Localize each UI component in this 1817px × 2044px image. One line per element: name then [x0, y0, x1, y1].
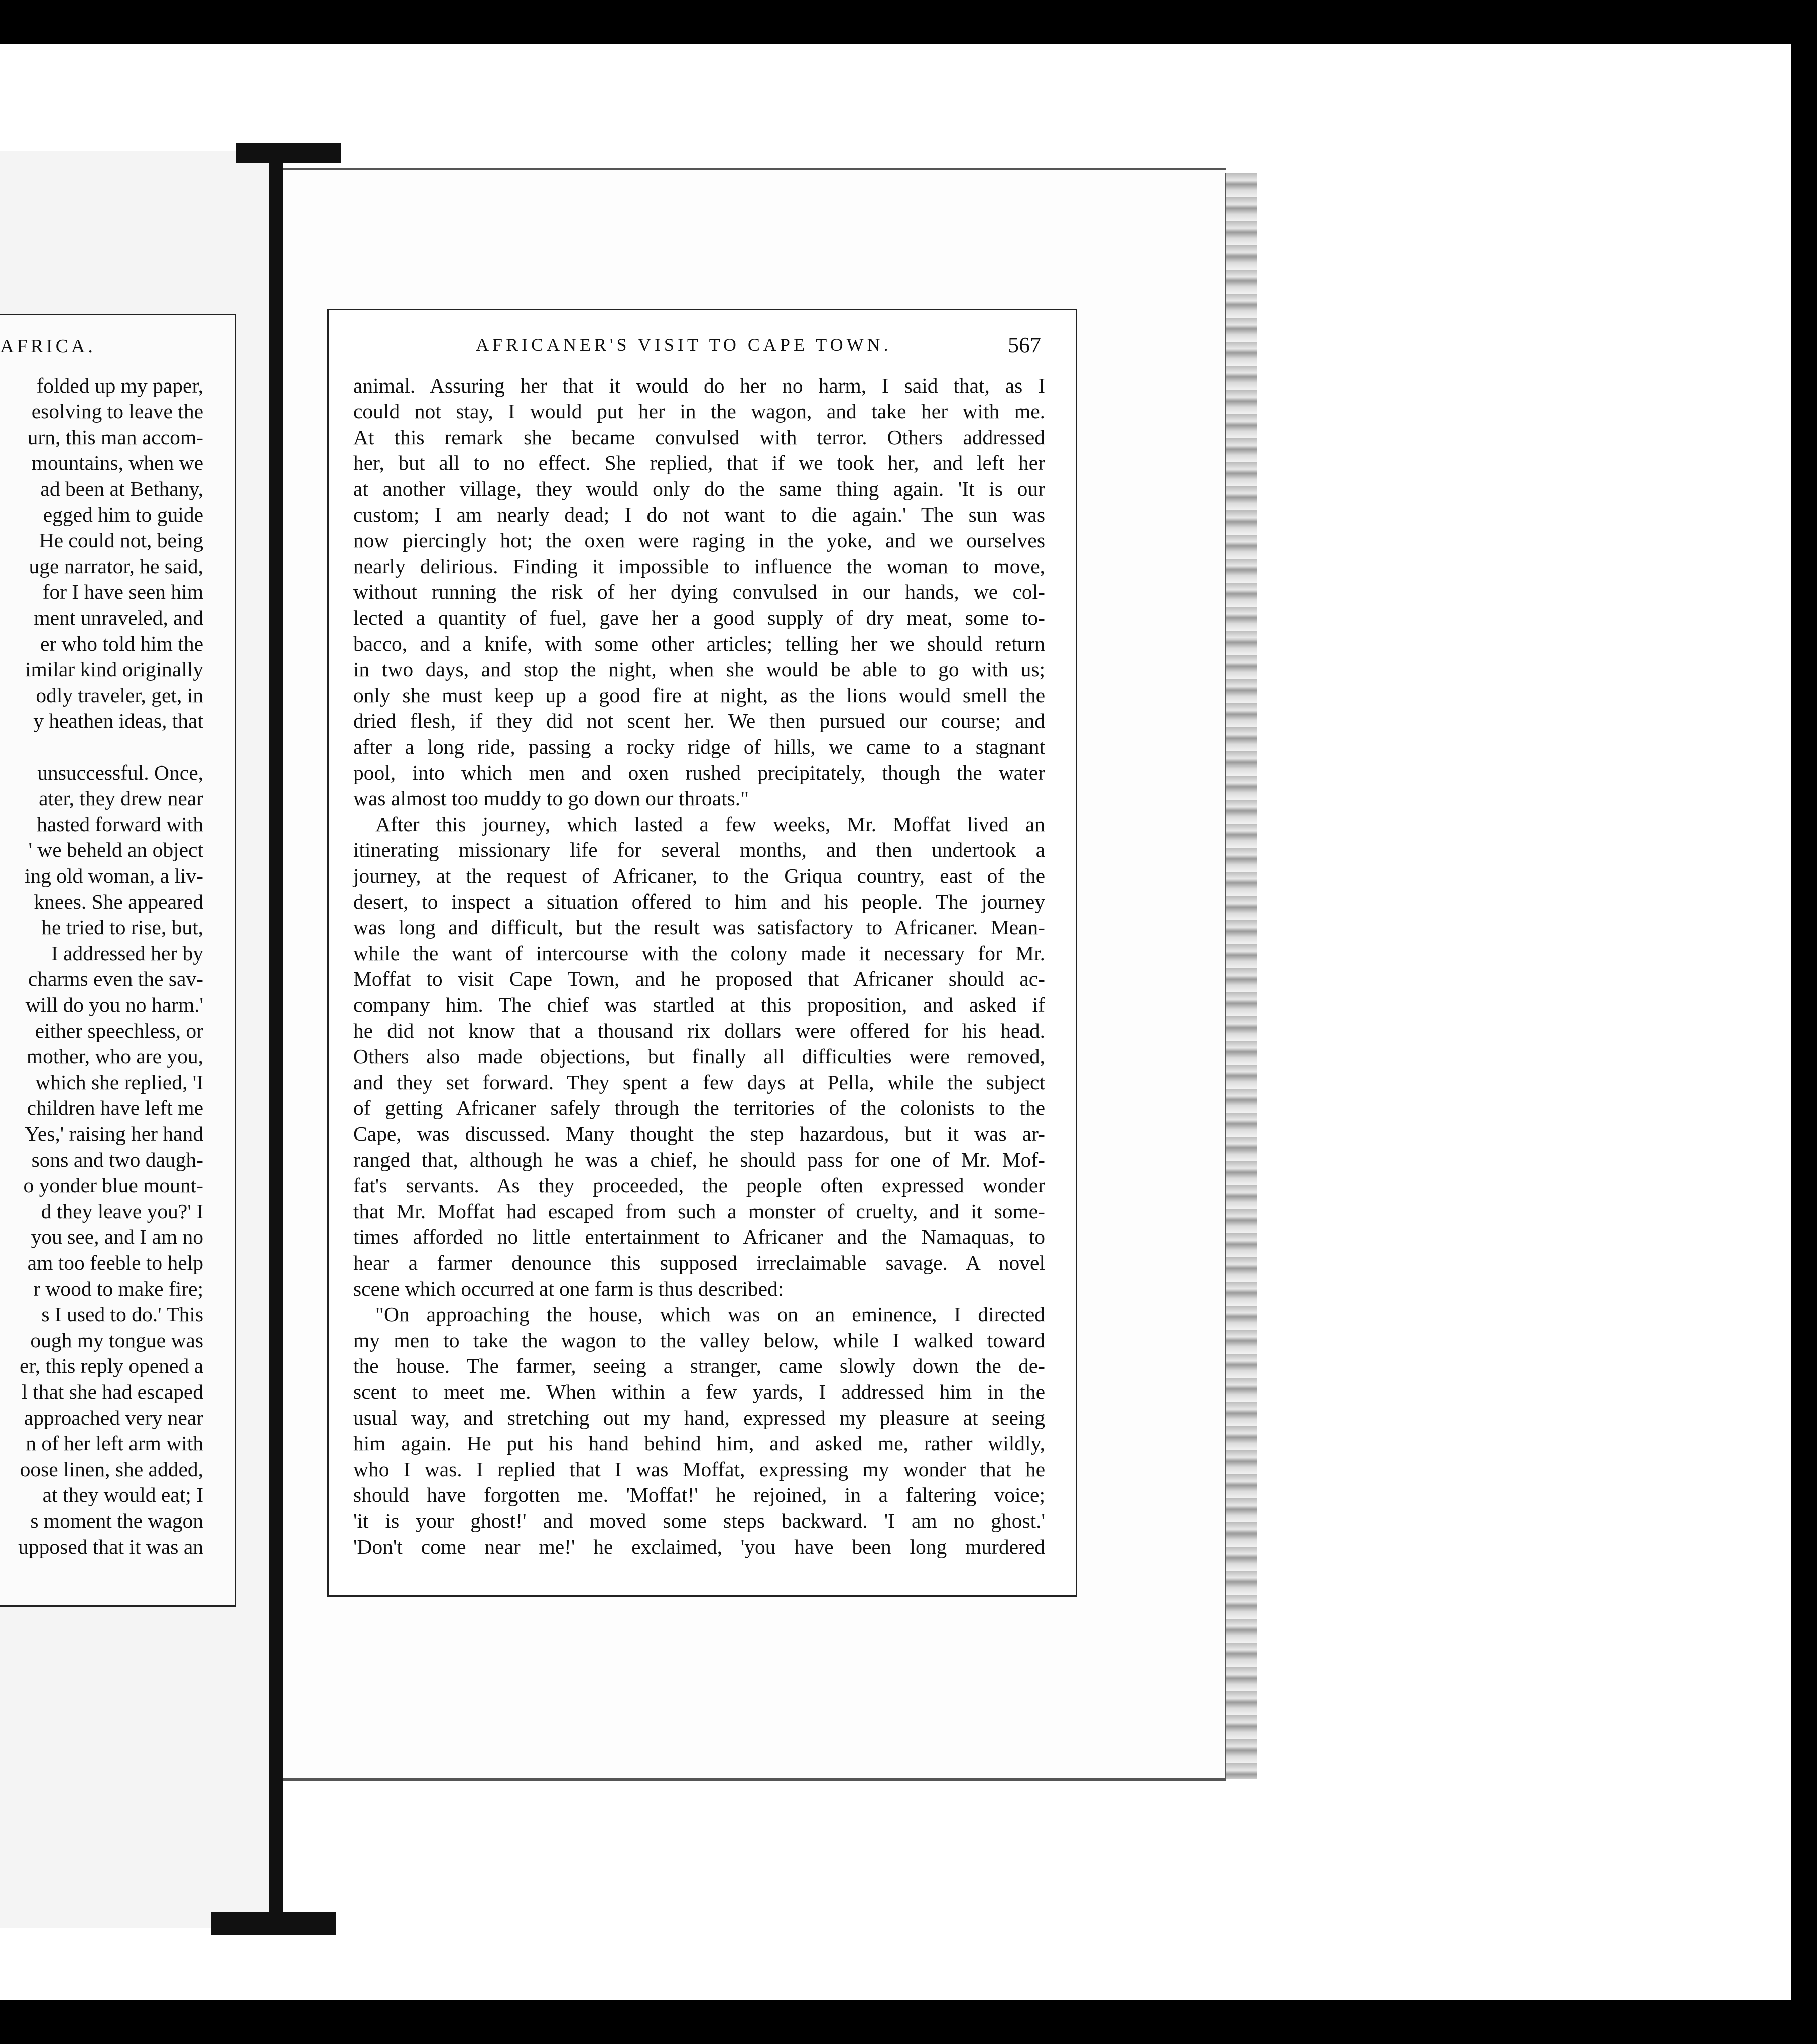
text-line: fat's servants. As they proceeded, the people often expressed wonder [353, 1174, 1045, 1197]
gutter-top-clip [236, 143, 341, 163]
scan-background [1749, 55, 1789, 1993]
running-head: AFRICANER'S VISIT TO CAPE TOWN. [476, 335, 892, 355]
text-line: itinerating missionary life for several months, and then undertook a [353, 838, 1045, 862]
text-line: bacco, and a knife, with some other articles; telling her we should return [353, 632, 1045, 655]
page-edges [1225, 173, 1257, 1779]
text-line: mountains, when we [31, 451, 203, 475]
text-line: for I have seen him [42, 580, 203, 604]
left-running-head: AFRICA. [0, 336, 96, 357]
text-line: "On approaching the house, which was on an eminence, I directed [375, 1303, 1045, 1326]
text-line: l that she had escaped [22, 1380, 203, 1403]
scan-border-bottom [0, 2000, 1817, 2044]
text-line: At this remark she became convulsed with terror. Others addressed [353, 425, 1045, 449]
scan-border-top [0, 0, 1817, 44]
text-line: lected a quantity of fuel, gave her a good supply of dry meat, some to- [353, 606, 1045, 629]
text-line: you see, and I am no [31, 1225, 203, 1249]
text-line: upposed that it was an [18, 1535, 203, 1558]
text-line: was almost too muddy to go down our throats." [353, 787, 749, 810]
text-line: journey, at the request of Africaner, to the Griqua country, east of the [353, 864, 1045, 887]
text-line: ' we beheld an object [28, 838, 203, 862]
text-line: usual way, and stretching out my hand, expressed my pleasure at seeing [353, 1406, 1045, 1429]
text-line: sons and two daugh- [31, 1148, 203, 1171]
text-line: ad been at Bethany, [40, 477, 203, 500]
text-line: ater, they drew near [39, 787, 203, 810]
text-line: pool, into which men and oxen rushed precipitately, though the water [353, 761, 1045, 784]
text-line: only she must keep up a good fire at night, as the lions would smell the [353, 683, 1045, 707]
text-line: ranged that, although he was a chief, he should pass for one of Mr. Mof- [353, 1148, 1045, 1171]
text-line: ing old woman, a liv- [24, 864, 203, 887]
text-line: egged him to guide [43, 503, 203, 526]
text-line: the house. The farmer, seeing a stranger, came slowly down the de- [353, 1354, 1045, 1378]
text-line: hear a farmer denounce this supposed irreclaimable savage. A novel [353, 1251, 1045, 1274]
text-line: him again. He put his hand behind him, and asked me, rather wildly, [353, 1432, 1045, 1455]
text-line: dried flesh, if they did not scent her. We then pursued our course; and [353, 709, 1045, 733]
text-line: at another village, they would only do the same thing again. 'It is our [353, 477, 1045, 500]
scan-border-right [1791, 44, 1817, 2000]
text-line: could not stay, I would put her in the wagon, and take her with me. [353, 400, 1045, 423]
text-line: mother, who are you, [26, 1045, 203, 1068]
text-line: of getting Africaner safely through the territories of the colonists to the [353, 1096, 1045, 1120]
text-line: times afforded no little entertainment to Africaner and the Namaquas, to [353, 1225, 1045, 1249]
text-line: er who told him the [40, 632, 203, 655]
text-line: he tried to rise, but, [41, 916, 203, 939]
page-number: 567 [1008, 333, 1041, 357]
book-gutter [269, 143, 283, 1935]
gutter-bottom-clip [211, 1912, 336, 1935]
text-line: now piercingly hot; the oxen were raging in the yoke, and we ourselves [353, 529, 1045, 552]
text-line: am too feeble to help [27, 1251, 203, 1274]
text-line: s I used to do.' This [41, 1303, 203, 1326]
text-line: in two days, and stop the night, when she would be able to go with us; [353, 658, 1045, 681]
text-line: desert, to inspect a situation offered to him and his people. The journey [353, 890, 1045, 913]
text-line: animal. Assuring her that it would do her no harm, I said that, as I [353, 374, 1045, 397]
text-line: should have forgotten me. 'Moffat!' he rejoined, in a faltering voice; [353, 1483, 1045, 1507]
text-line: and they set forward. They spent a few days at Pella, while the subject [353, 1070, 1045, 1094]
text-line: Others also made objections, but finally all difficulties were removed, [353, 1045, 1045, 1068]
text-line: he did not know that a thousand rix dollars were offered for his head. [353, 1019, 1045, 1042]
text-line: custom; I am nearly dead; I do not want to die again.' The sun was [353, 503, 1045, 526]
text-line: her, but all to no effect. She replied, that if we took her, and left her [353, 451, 1045, 475]
text-line: Moffat to visit Cape Town, and he proposed that Africaner should ac- [353, 967, 1045, 991]
text-line: I addressed her by [51, 941, 203, 965]
text-line: d they leave you?' I [41, 1199, 203, 1223]
text-line: s moment the wagon [30, 1509, 203, 1532]
text-line: r wood to make fire; [33, 1277, 203, 1300]
text-line: 'it is your ghost!' and moved some steps backward. 'I am no ghost.' [353, 1509, 1045, 1532]
text-line: Cape, was discussed. Many thought the step hazardous, but it was ar- [353, 1122, 1045, 1145]
text-line: o yonder blue mount- [23, 1174, 203, 1197]
text-line: After this journey, which lasted a few weeks, Mr. Moffat lived an [375, 812, 1045, 836]
text-line: He could not, being [39, 529, 203, 552]
text-line: knees. She appeared [34, 890, 203, 913]
text-line: ment unraveled, and [34, 606, 203, 629]
text-line: without running the risk of her dying convulsed in our hands, we col- [353, 580, 1045, 604]
text-line: unsuccessful. Once, [37, 761, 203, 784]
text-line: either speechless, or [35, 1019, 203, 1042]
text-line: scent to meet me. When within a few yards, I addressed him in the [353, 1380, 1045, 1403]
text-line: nearly delirious. Finding it impossible to influence the woman to move, [353, 554, 1045, 578]
text-line: company him. The chief was startled at this proposition, and asked if [353, 993, 1045, 1016]
text-line: after a long ride, passing a rocky ridge of hills, we came to a stagnant [353, 735, 1045, 758]
text-line: Yes,' raising her hand [25, 1122, 203, 1145]
text-line: 'Don't come near me!' he exclaimed, 'you have been long murdered [353, 1535, 1045, 1558]
text-line: scene which occurred at one farm is thus described: [353, 1277, 784, 1300]
text-line: ough my tongue was [30, 1328, 203, 1352]
text-line: which she replied, 'I [35, 1070, 203, 1094]
text-line: who I was. I replied that I was Moffat, expressing my wonder that he [353, 1457, 1045, 1481]
text-line: will do you no harm.' [25, 993, 203, 1016]
text-line: oose linen, she added, [20, 1457, 203, 1481]
text-line: uge narrator, he said, [29, 554, 203, 578]
text-line: odly traveler, get, in [36, 683, 203, 707]
text-line: approached very near [24, 1406, 203, 1429]
text-line: er, this reply opened a [20, 1354, 203, 1378]
text-line: that Mr. Moffat had escaped from such a monster of cruelty, and it some- [353, 1199, 1045, 1223]
text-line: imilar kind originally [25, 658, 203, 681]
text-line: my men to take the wagon to the valley below, while I walked toward [353, 1328, 1045, 1352]
text-line: while the want of intercourse with the colony made it necessary for Mr. [353, 941, 1045, 965]
text-line: hasted forward with [37, 812, 203, 836]
text-line: n of her left arm with [26, 1432, 203, 1455]
text-line: children have left me [27, 1096, 203, 1120]
text-line: at they would eat; I [42, 1483, 203, 1507]
text-line: charms even the sav- [28, 967, 203, 991]
text-line: was long and difficult, but the result was satisfactory to Africaner. Mean- [353, 916, 1045, 939]
text-line: urn, this man accom- [27, 425, 203, 449]
text-line: esolving to leave the [31, 400, 203, 423]
text-line: y heathen ideas, that [33, 709, 203, 733]
text-line: folded up my paper, [36, 374, 203, 397]
